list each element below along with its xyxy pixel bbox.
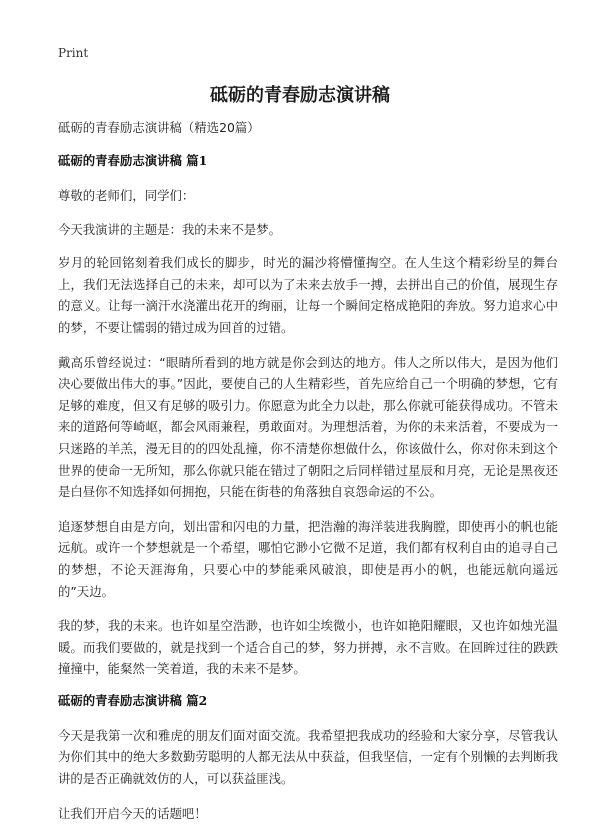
paragraph-body: 岁月的轮回铭刻着我们成长的脚步，时光的漏沙将懵懂掏空。在人生这个精彩纷呈的舞台上，我们无法选择自己的未来，却可以为了未来去放手一搏，去拼出自己的价值，展现生存的意义。让每一滴汗水浇灌出花开的绚丽，让每一个瞬间定格成艳阳的奔放。努力追求心中的梦，不要让懦弱的错过成为回首的过错。 — [58, 255, 558, 335]
section-heading-2: 砥砺的青春励志演讲稿 篇2 — [58, 692, 208, 708]
document-subtitle: 砥砺的青春励志演讲稿（精选20篇） — [58, 120, 260, 135]
paragraph-topic: 今天我演讲的主题是：我的未来不是梦。 — [58, 221, 282, 237]
paragraph-body: 追逐梦想自由是方向，划出雷和闪电的力量，把浩瀚的海洋装进我胸膛，即使再小的帆也能远航。或许一个梦想就是一个希望，哪怕它渺小它微不足道，我们都有权利自由的追寻自己的梦想，不论天涯海角，只要心中的梦能乘风破浪，即使是再小的帆，也能远航向遥远的”天边。 — [58, 518, 558, 599]
paragraph-closing: 让我们开启今天的话题吧！ — [58, 805, 207, 821]
document-body — [58, 120, 558, 836]
paragraph-salutation: 尊敬的老师们，同学们： — [58, 188, 195, 203]
paragraph-body: 我的梦，我的未来。也许如星空浩渺，也许如尘埃微小，也许如艳阳耀眼，又也许如烛光温暖。而我们要做的，就是找到一个适合自己的梦，努力拼搏，永不言败。在回眸过往的跌跌撞撞中，能粲然一笑着道，我的未来不是梦。 — [58, 618, 558, 677]
page-title: 砥砺的青春励志演讲稿 — [210, 85, 390, 106]
section-heading-1: 砥砺的青春励志演讲稿 篇1 — [58, 153, 208, 168]
paragraph-body: 戴高乐曾经说过：“眼睛所看到的地方就是你会到达的地方。伟人之所以伟大，是因为他们决心要做出伟大的事。”因此，要使自己的人生精彩些，首先应给自己一个明确的梦想，它有足够的难度，但又有足够的吸引力。你愿意为此全力以赴，那么你就可能获得成功。不管未来的道路何等崎岖，都会风雨兼程，勇敢面对。为理想活着，为你的未来活着，不要成为一只迷路的羊羔，漫无目的的四处乱撞，你不清楚你想做什么，你该做什么，你对你未到这个世界的使命一无所知，那么你就只能在错过了朝阳之后同样错过星辰和月亮，无论是黑夜还是白昼你不知选择如何拥抱，只能在街巷的角落独自哀怨命运的不公。 — [58, 354, 558, 500]
print-link[interactable]: Print — [58, 46, 89, 60]
paragraph-body: 今天是我第一次和雅虎的朋友们面对面交流。我希望把我成功的经验和大家分享，尽管我认为你们其中的绝大多数勤劳聪明的人都无法从中获益，但我坚信，一定有个别懒的去判断我讲的是否正确就效仿的人，可以获益匪浅。 — [58, 727, 558, 787]
